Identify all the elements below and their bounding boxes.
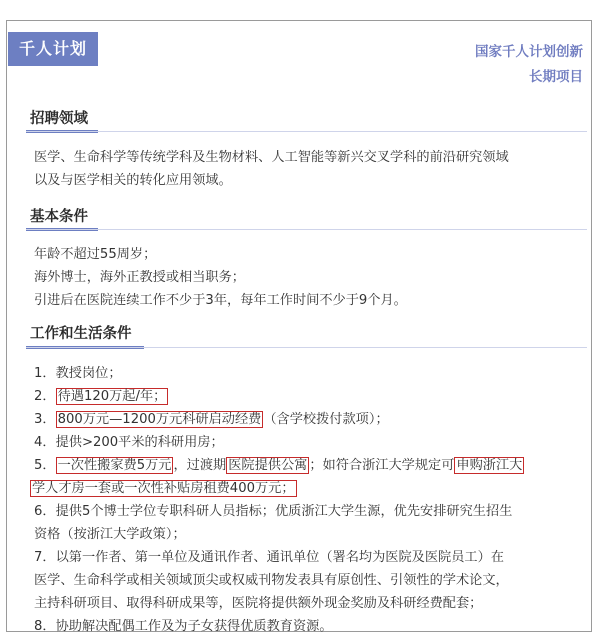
work-item-6-line-1: 6．提供5个博士学位专职科研人员指标；优质浙江大学生源，优先安排研究生招生 (34, 504, 513, 519)
work-item-3 (34, 408, 582, 431)
work-item-2-number: 2． (34, 389, 56, 404)
work-item-7-line-3: 主持科研项目、取得科研成果等，医院将提供额外现金奖励及科研经费配套； (34, 596, 483, 611)
section-title-basic: 基本条件 (30, 209, 88, 225)
basic-line-3: 引进后在医院连续工作不少于3年，每年工作时间不少于9个月。 (34, 293, 407, 308)
work-item-3-suffix: （含学校拨付款项）； (263, 412, 389, 427)
program-name-line-2: 长期项目 (529, 69, 583, 85)
recruit-text (34, 146, 582, 192)
program-badge: 千人计划 (8, 32, 98, 66)
basic-line-1: 年龄不超过55周岁； (34, 247, 157, 262)
section-rule-work (26, 347, 587, 348)
work-item-8: 8．协助解决配偶工作及为子女获得优质教育资源。 (34, 619, 333, 634)
work-item-5-text-2: ；如符合浙江大学规定可 (309, 458, 455, 473)
work-item-5-text-1: ，过渡期 (173, 458, 227, 473)
basic-text (34, 243, 582, 312)
work-item-7-line-2: 医学、生命科学或相关领域顶尖或权威刊物发表具有原创性、引领性的学术论文， (34, 573, 509, 588)
basic-line-2: 海外博士，海外正教授或相当职务； (34, 270, 245, 285)
highlight-apartment: 医院提供公寓 (228, 458, 308, 473)
work-item-2 (34, 385, 582, 408)
work-item-1: 1．教授岗位； (34, 366, 122, 381)
work-item-6-line-2: 资格（按浙江大学政策）； (34, 527, 186, 542)
work-item-5-number: 5． (34, 458, 56, 473)
work-item-3-number: 3． (34, 412, 56, 427)
highlight-housing-a: 申购浙江大 (456, 458, 523, 473)
section-title-recruit: 招聘领域 (30, 111, 88, 127)
section-title-work: 工作和生活条件 (30, 326, 132, 342)
work-item-7-line-1: 7．以第一作者、第一单位及通讯作者、通讯单位（署名均为医院及医院员工）在 (34, 550, 504, 565)
program-name (475, 40, 583, 90)
work-item-5 (34, 454, 582, 477)
highlight-moving-allowance: 一次性搬家费5万元 (57, 458, 172, 473)
work-item-5-cont (30, 477, 582, 500)
section-rule-basic (26, 229, 587, 230)
recruit-line-2: 以及与医学相关的转化应用领域。 (34, 173, 232, 188)
work-item-4: 4．提供>200平米的科研用房； (34, 435, 224, 450)
program-name-line-1: 国家千人计划创新 (475, 44, 583, 60)
highlight-salary: 待遇120万起/年； (57, 389, 167, 404)
section-rule-recruit (26, 131, 587, 132)
recruit-line-1: 医学、生命科学等传统学科及生物材料、人工智能等新兴交叉学科的前沿研究领域 (34, 150, 509, 165)
work-list (34, 362, 582, 638)
highlight-housing-b: 学人才房一套或一次性补贴房租费400万元； (32, 481, 295, 496)
highlight-research-funding: 800万元—1200万元科研启动经费 (57, 412, 262, 427)
